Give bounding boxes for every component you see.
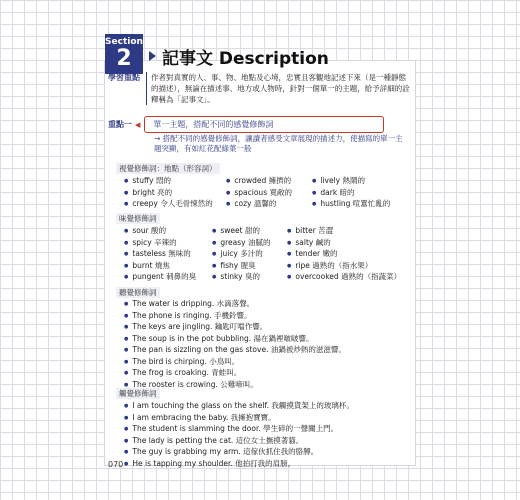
category-label [116, 388, 160, 399]
list-item: ● hustling 喧囂忙亂的 [312, 199, 390, 211]
sentence-list [124, 401, 354, 470]
word-column [124, 226, 196, 284]
list-item: ● The frog is croaking. 青蛙叫。 [124, 368, 346, 380]
goal-label: 學習重點 [108, 73, 140, 82]
category-label-text: 聽覺修飾詞 [116, 287, 160, 298]
focus-row [108, 116, 384, 133]
word-column [287, 226, 401, 284]
list-item: ● The pan is sizzling on the gas stove. 油鍋被炒熱的滋滋響。 [124, 345, 346, 357]
list-item: ● sweet 甜的 [212, 226, 271, 238]
category-label-text: 觸覺修飾詞 [116, 388, 160, 399]
list-item: ● burnt 燒焦 [124, 261, 196, 273]
list-item: ● The guy is grabbing my arm. 這傢伙抓住我的胳膊。 [124, 447, 354, 459]
list-item: ● greasy 油膩的 [212, 238, 271, 250]
list-item: ● stinky 臭的 [212, 272, 271, 284]
list-item: ● sour 酸的 [124, 226, 196, 238]
section-number: 2 [116, 46, 132, 71]
list-item: ● bright 亮的 [124, 188, 213, 200]
page-number: 070 [108, 460, 124, 469]
focus-box: 單一主題，搭配不同的感覺修飾詞 [144, 116, 384, 133]
title-row [149, 44, 329, 68]
word-column [124, 176, 213, 211]
word-column [312, 176, 390, 211]
list-item: ● pungent 刺鼻的臭 [124, 272, 196, 284]
list-item: ● I am touching the glass on the shelf. 我觸摸貨架上的玻璃杯。 [124, 401, 354, 413]
list-item: ● dark 暗的 [312, 188, 390, 200]
category-label [116, 213, 160, 224]
arrow-left-icon: ◀ [135, 120, 141, 129]
list-item: ● juicy 多汁的 [212, 249, 271, 261]
list-item: ● salty 鹹的 [287, 238, 401, 250]
category-label [116, 287, 160, 298]
section-word: Section [105, 37, 143, 47]
list-item: ● spacious 寬敞的 [226, 188, 292, 200]
page-title: 記事文 Description [162, 48, 329, 69]
triangle-icon [149, 51, 156, 61]
category-label [116, 163, 220, 174]
list-item: ● The keys are jingling. 鑰匙叮噹作響。 [124, 322, 346, 334]
list-item: ● The soup is in the pot bubbling. 湯在鍋裡啵啵響。 [124, 334, 346, 346]
learning-goal [108, 72, 412, 105]
list-item: ● tasteless 無味的 [124, 249, 196, 261]
list-item: ● The student is slamming the door. 學生碎的一聲關上門。 [124, 424, 354, 436]
list-item: ● The lady is petting the cat. 這位女士撫摸著貓。 [124, 436, 354, 448]
category-label-text: 視覺修飾詞：地點（形容詞） [116, 163, 220, 174]
list-item: ● ripe 過熟的（指水果） [287, 261, 401, 273]
list-item: ● The rooster is crowing. 公雞啼叫。 [124, 380, 346, 392]
list-item: ● The water is dripping. 水滴落聲。 [124, 299, 346, 311]
list-item: ● bitter 苦澀 [287, 226, 401, 238]
list-item: ● I am embracing the baby. 我擁抱寶寶。 [124, 413, 354, 425]
list-item: ● He is tapping my shoulder. 他拍打我的肩膀。 [124, 459, 354, 471]
list-item: ● creepy 令人毛骨悚然的 [124, 199, 213, 211]
category-label-text: 味覺修飾詞 [116, 213, 160, 224]
list-item: ● crowded 擁擠的 [226, 176, 292, 188]
list-item: ● stuffy 悶的 [124, 176, 213, 188]
list-item: ● fishy 腥臭 [212, 261, 271, 273]
list-item: ● overcooked 過熟的（指蔬菜） [287, 272, 401, 284]
sentence-list [124, 299, 346, 391]
list-item: ● cozy 溫馨的 [226, 199, 292, 211]
list-item: ● lively 熱鬧的 [312, 176, 390, 188]
list-item: ● The bird is chirping. 小鳥叫。 [124, 357, 346, 369]
word-column [226, 176, 292, 211]
list-item: ● spicy 辛辣的 [124, 238, 196, 250]
list-item: ● The phone is ringing. 手機鈴響。 [124, 311, 346, 323]
focus-label: 重點一 [108, 120, 132, 129]
goal-text: 作者對真實的人、事、物、地點及心境，忠實且客觀地記述下來（是一種靜態的描述），無論在描述事、地方或人物時，針對一個單一的主題，給予詳細的詮釋稱為「記事文」。 [146, 72, 412, 105]
list-item: ● tender 嫩的 [287, 249, 401, 261]
section-badge [105, 34, 143, 74]
tip-text: → 搭配不同的感覺修飾詞，讓讀者感受文章展現的描述力，使描寫的單一主題突顯，有如紅花配綠葉一般 [154, 134, 403, 153]
word-column [212, 226, 271, 284]
